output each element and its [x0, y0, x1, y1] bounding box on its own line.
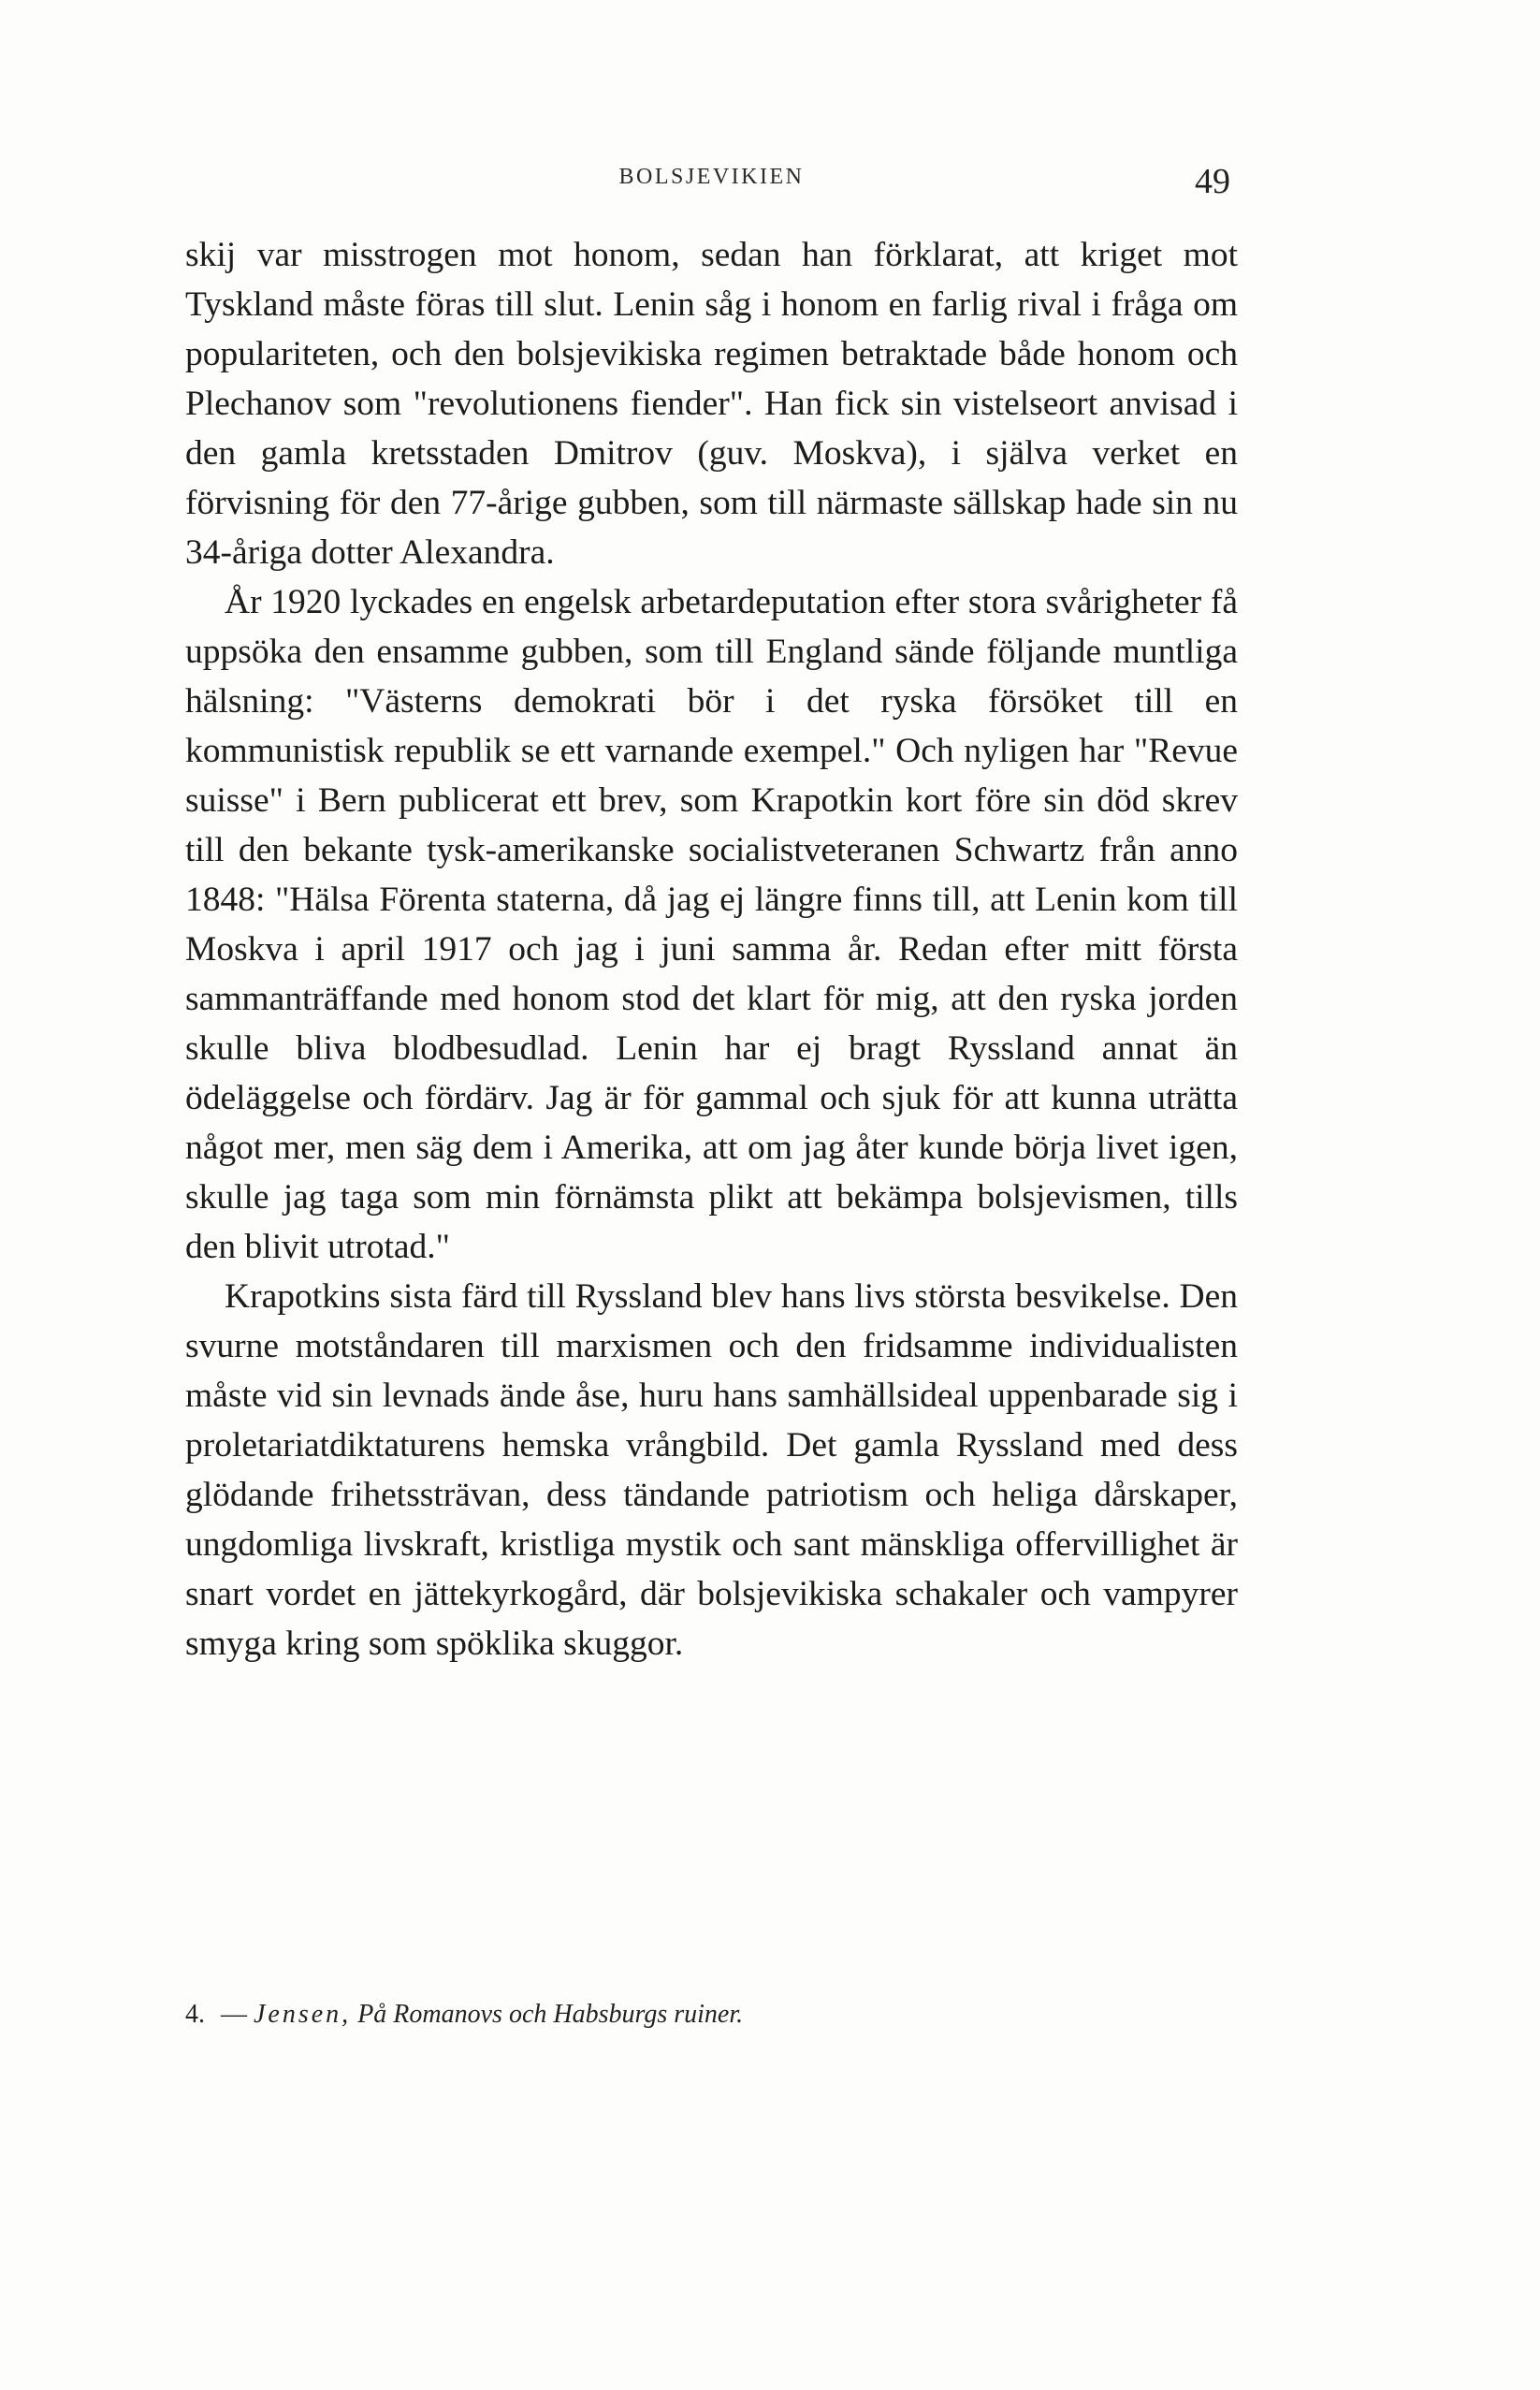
footnote-dash: — — [221, 2000, 247, 2029]
paragraph-2: År 1920 lyckades en engelsk arbetardeputation efter stora svårigheter få uppsöka den ensamme gubben, som till England sände följande muntliga hälsning: "Västerns demokrati bör i det ryska försöket till en kommunistisk republik se ett varnande exempel." Och nyligen har "Revue suisse" i Bern publicerat ett brev, som Krapotkin kort före sin död skrev till den bekante tysk-amerikanske socialistveteranen Schwartz från anno 1848: "Hälsa Förenta staterna, då jag ej längre finns till, att Lenin kom till Moskva i april 1917 och jag i juni samma år. Redan efter mitt första sammanträffande med honom stod det klart för mig, att den ryska jorden skulle bliva blodbesudlad. Lenin har ej bragt Ryssland annat än ödeläggelse och fördärv. Jag är för gammal och sjuk för att kunna uträtta något mer, men säg dem i Amerika, att om jag åter kunde börja livet igen, skulle jag taga som min förnämsta plikt att bekämpa bolsjevismen, tills den blivit utrotad." — [185, 583, 1238, 1266]
footnote-title: På Romanovs och Habsburgs ruiner. — [357, 2000, 744, 2029]
footnote-author: Jensen, — [254, 2000, 352, 2029]
running-head: BOLSJEVIKIEN — [618, 165, 805, 189]
page-header — [185, 161, 1238, 217]
page-number: 49 — [1195, 162, 1230, 201]
paragraph-3: Krapotkins sista färd till Ryssland blev hans livs största besvikelse. Den svurne motståndaren till marxismen och den fridsamme individualisten måste vid sin levnads ände åse, huru hans samhällsideal uppenbarade sig i proletariatdiktaturens hemska vrångbild. Det gamla Ryssland med dess glödande frihetssträvan, dess tändande patriotism och heliga dårskaper, ungdomliga livskraft, kristliga mystik och sant mänskliga offervillighet är snart vordet en jättekyrkogård, där bolsjevikiska schakaler och vampyrer smyga kring som spöklika skuggor. — [185, 1277, 1238, 1663]
paragraph-1: skij var misstrogen mot honom, sedan han förklarat, att kriget mot Tyskland måste föras till slut. Lenin såg i honom en farlig rival i fråga om populariteten, och den bolsjevikiska regimen betraktade både honom och Plechanov som "revolutionens fiender". Han fick sin vistelseort anvisad i den gamla kretsstaden Dmitrov (guv. Moskva), i själva verket en förvisning för den 77-årige gubben, som till närmaste sällskap hade sin nu 34-åriga dotter Alexandra. — [185, 236, 1238, 572]
body-text — [185, 230, 1238, 1669]
footnote-number: 4. — [185, 2000, 205, 2029]
footnote — [185, 1998, 1238, 2032]
